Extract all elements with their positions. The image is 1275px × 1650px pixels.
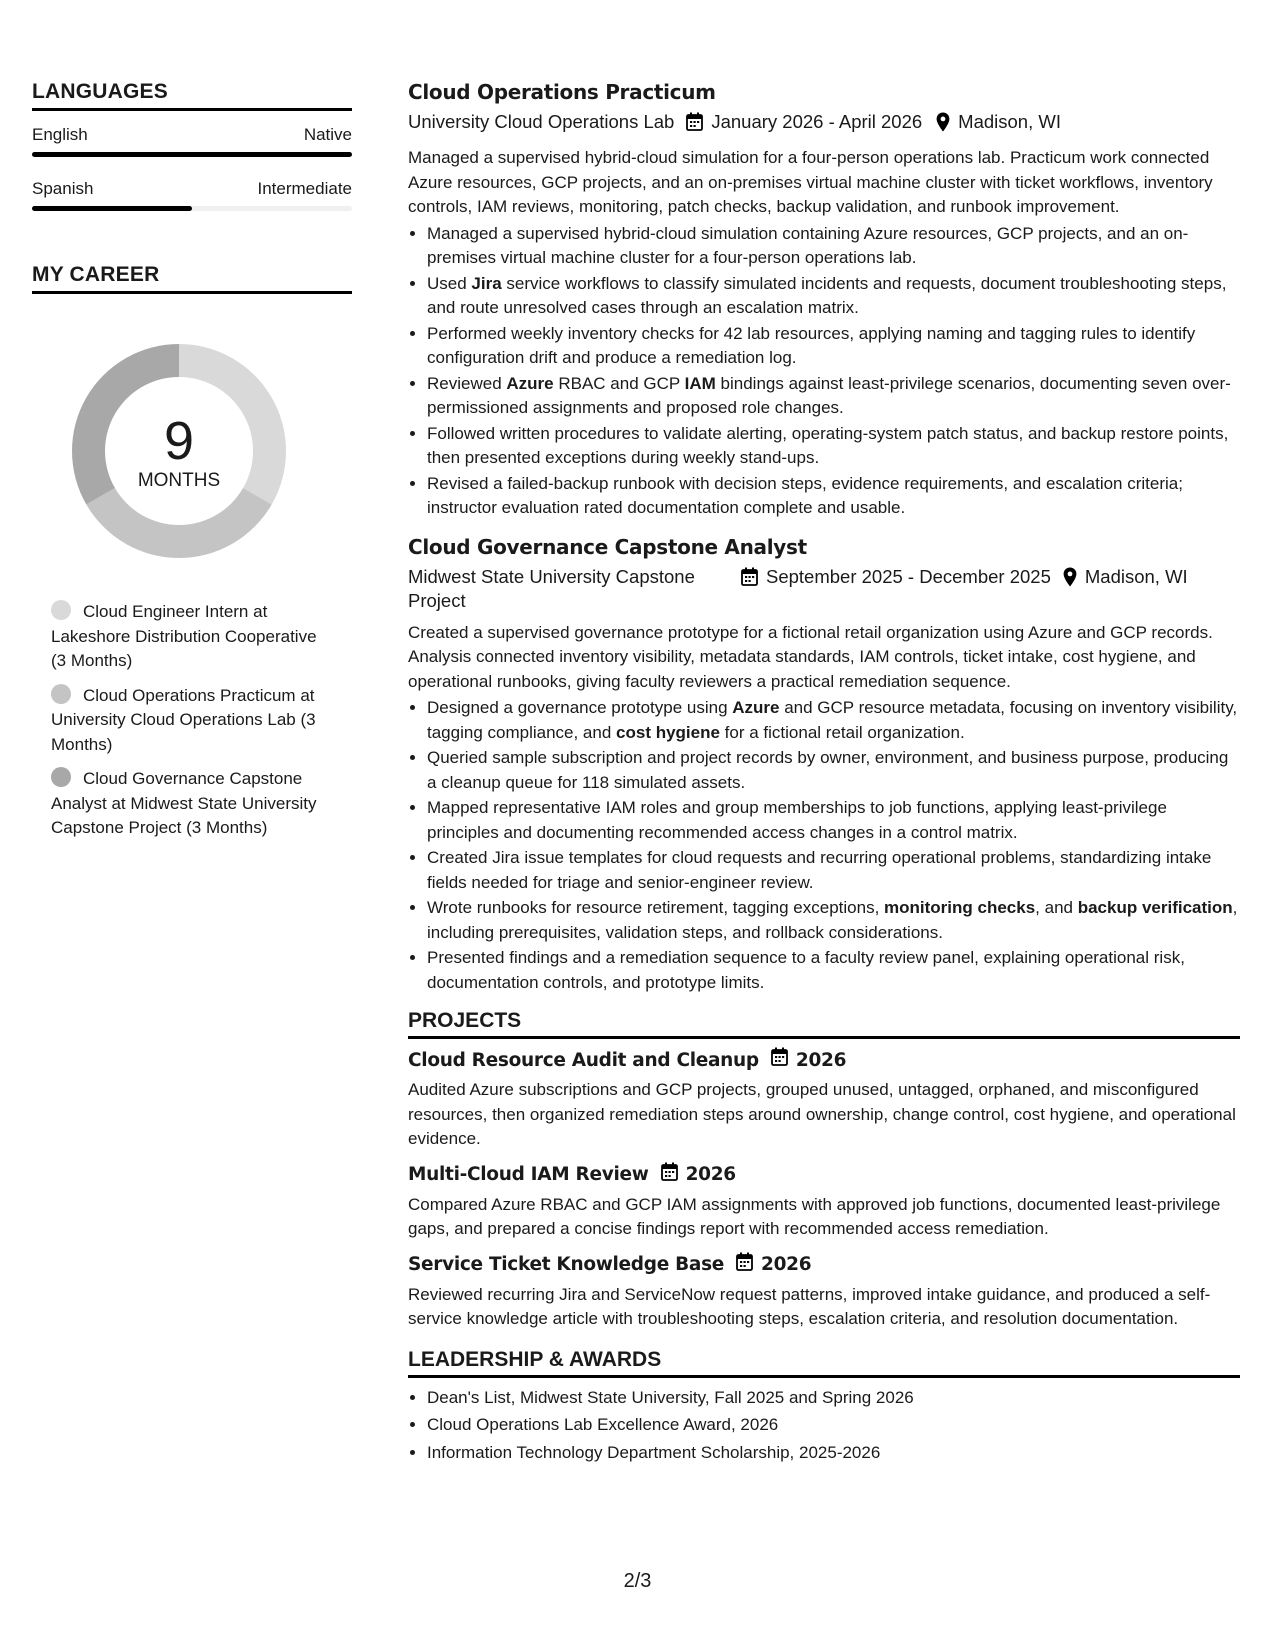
job-bullet: • Mapped representative IAM roles and group memberships to job functions, applying least-privilege principles and documenting recommended access changes in a control matrix. bbox=[427, 796, 1240, 845]
calendar-icon bbox=[661, 1162, 678, 1189]
language-name: Spanish bbox=[32, 179, 94, 198]
calendar-icon bbox=[686, 112, 703, 137]
awards-list bbox=[408, 1386, 1240, 1466]
project-title: Cloud Resource Audit and Cleanup bbox=[408, 1049, 759, 1071]
language-proficiency-fill bbox=[32, 152, 352, 157]
calendar-icon bbox=[736, 1252, 753, 1279]
language-item bbox=[32, 179, 352, 211]
career-legend-item bbox=[51, 600, 331, 674]
language-item bbox=[32, 125, 352, 157]
award-item: • Cloud Operations Lab Excellence Award, 2026 bbox=[427, 1413, 1240, 1438]
job-title: Cloud Governance Capstone Analyst bbox=[408, 534, 807, 559]
job-bullet: • Reviewed Azure RBAC and GCP IAM bindings against least-privilege scenarios, documenting seven over-permissioned assignments and proposed role changes. bbox=[427, 372, 1240, 421]
career-legend-text: Cloud Governance Capstone Analyst at Midwest State University Capstone Project (3 Months) bbox=[51, 769, 317, 837]
language-proficiency-bar bbox=[32, 206, 352, 211]
job-bullet: • Queried sample subscription and project records by owner, environment, and business purpose, producing a cleanup queue for 118 simulated assets. bbox=[427, 746, 1240, 795]
job-summary: Managed a supervised hybrid-cloud simulation for a four-person operations lab. Practicum work connected Azure resources, GCP projects, and an on-premises virtual machine cluster with ticket workflows, inventory controls, IAM reviews, monitoring, patch checks, backup validation, and runbook improvement. bbox=[408, 148, 1213, 216]
project-entry bbox=[408, 1047, 1240, 1152]
main-content bbox=[408, 78, 1240, 1466]
award-item: • Information Technology Department Scholarship, 2025-2026 bbox=[427, 1441, 1240, 1466]
project-description: Compared Azure RBAC and GCP IAM assignments with approved job functions, documented least-privilege gaps, and prepared a concise findings report with recommended access remediation. bbox=[408, 1194, 1221, 1238]
job-dates: September 2025 - December 2025 bbox=[766, 565, 1051, 587]
career-legend bbox=[51, 600, 331, 841]
languages-heading: LANGUAGES bbox=[32, 80, 352, 111]
job-bullets bbox=[408, 222, 1240, 521]
career-legend-item bbox=[51, 767, 331, 841]
legend-dot-icon bbox=[51, 684, 71, 704]
map-pin-icon bbox=[936, 112, 950, 138]
job-bullets bbox=[408, 696, 1240, 995]
job-bullet: • Followed written procedures to validate alerting, operating-system patch status, and backup restore points, then presented exceptions during weekly stand-ups. bbox=[427, 422, 1240, 471]
career-legend-text: Cloud Operations Practicum at University Cloud Operations Lab (3 Months) bbox=[51, 685, 316, 754]
job-bullet: • Created Jira issue templates for cloud requests and recurring operational problems, standardizing intake fields needed for triage and senior-engineer review. bbox=[427, 846, 1240, 895]
project-title: Service Ticket Knowledge Base bbox=[408, 1254, 725, 1275]
language-level: Native bbox=[303, 125, 352, 144]
project-year: 2026 bbox=[761, 1254, 812, 1275]
language-name: English bbox=[32, 125, 88, 144]
career-total-unit: MONTHS bbox=[137, 470, 221, 491]
project-entry bbox=[408, 1162, 1240, 1242]
job-meta bbox=[408, 110, 1240, 138]
sidebar bbox=[32, 80, 352, 851]
career-legend-item bbox=[51, 684, 331, 758]
job-bullet: • Designed a governance prototype using Azure and GCP resource metadata, focusing on inventory visibility, tagging compliance, and cost hygiene for a fictional retail organization. bbox=[427, 696, 1240, 745]
language-proficiency-fill bbox=[32, 206, 192, 211]
job-bullet: • Used Jira service workflows to classify simulated incidents and requests, document troubleshooting steps, and route unresolved cases through an escalation matrix. bbox=[427, 272, 1240, 321]
job-summary: Created a supervised governance prototype for a fictional retail organization using Azure and GCP records. Analysis connected inventory visibility, metadata standards, IAM controls, ticket intake, cost hygiene, and operational runbooks, giving faculty reviewers a practical remediation sequence. bbox=[408, 622, 1213, 691]
job-dates: January 2026 - April 2026 bbox=[711, 111, 923, 132]
job-organization: Midwest State University Capstone Project bbox=[408, 565, 695, 611]
job-bullet: • Revised a failed-backup runbook with decision steps, evidence requirements, and escalation criteria; instructor evaluation rated documentation complete and usable. bbox=[427, 472, 1240, 521]
job-title: Cloud Operations Practicum bbox=[408, 80, 716, 104]
career-donut-chart bbox=[66, 338, 292, 564]
legend-dot-icon bbox=[51, 767, 71, 787]
projects-heading: PROJECTS bbox=[408, 1009, 1240, 1039]
project-year: 2026 bbox=[685, 1164, 736, 1185]
job-location: Madison, WI bbox=[1084, 565, 1188, 587]
project-description: Reviewed recurring Jira and ServiceNow request patterns, improved intake guidance, and produced a self-service knowledge article with troubleshooting steps, escalation criteria, and resolution documentation. bbox=[408, 1284, 1211, 1328]
page-number: 2/3 bbox=[623, 1570, 652, 1592]
project-year: 2026 bbox=[795, 1049, 847, 1071]
project-title-row bbox=[408, 1252, 1240, 1279]
language-proficiency-bar bbox=[32, 152, 352, 157]
career-total-months: 9 bbox=[163, 411, 195, 471]
awards-heading: LEADERSHIP & AWARDS bbox=[408, 1348, 1240, 1378]
language-level: Intermediate bbox=[257, 179, 352, 198]
experience-entry bbox=[408, 533, 1240, 996]
project-description: Audited Azure subscriptions and GCP projects, grouped unused, untagged, orphaned, and misconfigured resources, then organized remediation steps around ownership, change control, cost hygiene, and operational evidence. bbox=[408, 1080, 1236, 1148]
job-bullet: • Performed weekly inventory checks for 42 lab resources, applying naming and tagging rules to identify configuration drift and produce a remediation log. bbox=[427, 322, 1240, 371]
calendar-icon bbox=[771, 1047, 788, 1074]
award-item: • Dean's List, Midwest State University, Fall 2025 and Spring 2026 bbox=[427, 1386, 1240, 1411]
job-location: Madison, WI bbox=[958, 111, 1061, 132]
calendar-icon bbox=[741, 567, 758, 592]
experience-entry bbox=[408, 78, 1240, 521]
career-heading: MY CAREER bbox=[32, 263, 352, 294]
project-title-row bbox=[408, 1047, 1240, 1074]
project-title-row bbox=[408, 1162, 1240, 1189]
job-bullet: • Wrote runbooks for resource retirement, tagging exceptions, monitoring checks, and backup verification, including prerequisites, validation steps, and rollback considerations. bbox=[427, 896, 1240, 945]
map-pin-icon bbox=[1063, 567, 1077, 593]
job-organization: University Cloud Operations Lab bbox=[408, 111, 675, 132]
project-title: Multi-Cloud IAM Review bbox=[408, 1164, 649, 1185]
job-bullet: • Presented findings and a remediation sequence to a faculty review panel, explaining operational risk, documentation controls, and prototype limits. bbox=[427, 946, 1240, 995]
legend-dot-icon bbox=[51, 600, 71, 620]
career-legend-text: Cloud Engineer Intern at Lakeshore Distribution Cooperative (3 Months) bbox=[51, 602, 317, 670]
job-bullet: • Managed a supervised hybrid-cloud simulation containing Azure resources, GCP projects, and an on-premises virtual machine cluster for a four-person operations lab. bbox=[427, 222, 1240, 271]
project-entry bbox=[408, 1252, 1240, 1332]
job-meta bbox=[408, 565, 1240, 613]
